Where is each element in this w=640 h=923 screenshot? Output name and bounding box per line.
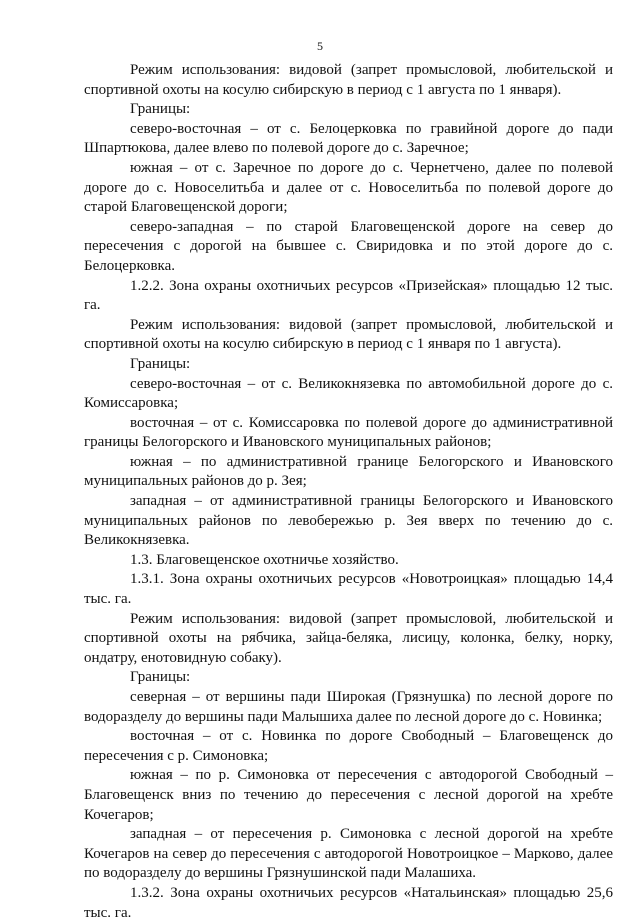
- paragraph-boundary-east: восточная – от с. Комиссаровка по полевой дороге до административной границы Белогорского и Ивановского муниципальных районов;: [84, 414, 613, 451]
- paragraph-boundary-northeast: северо-восточная – от с. Великокнязевка по автомобильной дороге до с. Комиссаровка;: [84, 375, 613, 412]
- paragraph-regime-belotserkovka: Режим использования: видовой (запрет промысловой, любительской и спортивной охоты на косулю сибирскую в период с 1 августа по 1 января).: [84, 62, 613, 98]
- paragraph-boundary-north: северная – от вершины пади Широкая (Грязнушка) по лесной дороге по водоразделу до вершины пади Малышиха далее по лесной дороге до с. Новинка;: [84, 689, 613, 725]
- paragraph-section-1-2-2: 1.2.2. Зона охраны охотничьих ресурсов «Призейская» площадью 12 тыс. га.: [84, 277, 613, 314]
- paragraph-boundary-northeast: северо-восточная – от с. Белоцерковка по гравийной дороге до пади Шпартюкова, далее влево по полевой дороге до с. Заречное;: [84, 120, 613, 157]
- paragraph-boundaries-heading: Границы:: [130, 669, 191, 686]
- page-number: 5: [317, 39, 323, 53]
- paragraph-boundary-west: западная – от пересечения р. Симоновка с лесной дорогой на хребте Кочегаров на север до пересечения с автодорогой Новотроицкое – Марково, далее по водоразделу до вершины Грязнушинской пади Малашиха.: [84, 826, 613, 882]
- paragraph-boundary-south: южная – по р. Симоновка от пересечения с автодорогой Свободный – Благовещенск вниз по течению до пересечения с лесной дорогой на хребте Кочегаров;: [84, 767, 613, 823]
- paragraph-boundaries-heading: Границы:: [130, 101, 191, 118]
- paragraph-section-1-3-1: 1.3.1. Зона охраны охотничьих ресурсов «Новотроицкая» площадью 14,4 тыс. га.: [84, 571, 613, 608]
- paragraph-boundary-west: западная – от административной границы Белогорского и Ивановского муниципальных районов по левобережью р. Зея вверх по течению до с. Великокнязевка.: [84, 493, 613, 549]
- document-body: [84, 61, 613, 923]
- paragraph-boundary-south: южная – по административной границе Белогорского и Ивановского муниципальных районов до р. Зея;: [84, 453, 613, 490]
- paragraph-boundary-south: южная – от с. Заречное по дороге до с. Чернетчено, далее по полевой дороге до с. Новоселитьба и далее от с. Новоселитьба по полевой дороге до старой Благовещенской дороги;: [84, 159, 613, 216]
- paragraph-regime-prizeyskaya: Режим использования: видовой (запрет промысловой, любительской и спортивной охоты на косулю сибирскую в период с 1 января по 1 августа).: [84, 316, 613, 353]
- paragraph-regime-novotroitskaya: Режим использования: видовой (запрет промысловой, любительской и спортивной охоты на рябчика, зайца-беляка, лисицу, колонка, белку, норку, ондатру, енотовидную собаку).: [84, 610, 613, 666]
- paragraph-section-1-3-2: 1.3.2. Зона охраны охотничьих ресурсов «Натальинская» площадью 25,6 тыс. га.: [84, 884, 613, 921]
- paragraph-section-1-3: 1.3. Благовещенское охотничье хозяйство.: [130, 551, 399, 568]
- paragraph-boundaries-heading: Границы:: [130, 355, 191, 372]
- paragraph-boundary-east: восточная – от с. Новинка по дороге Свободный – Благовещенск до пересечения с р. Симоновка;: [84, 728, 613, 764]
- paragraph-boundary-northwest: северо-западная – по старой Благовещенской дороге на север до пересечения с дорогой на бывшее с. Свиридовка и по этой дороге до с. Белоцерковка.: [84, 218, 613, 274]
